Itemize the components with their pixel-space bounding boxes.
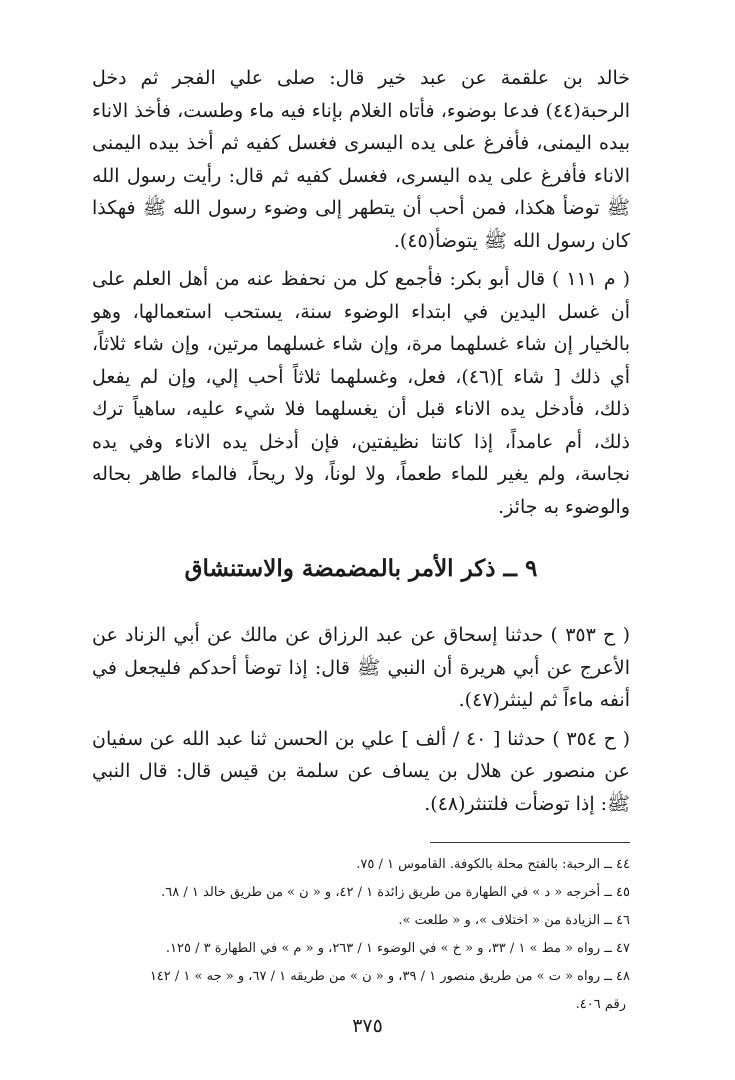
page-number: ٣٧٥ — [352, 1015, 383, 1037]
footnote-47: ٤٧ ــ رواه « مط » ١ / ٣٣، و « خ » في الوضوء ١ / ٢٦٣، و « م » في الطهارة ٣ / ١٢٥. — [165, 941, 630, 956]
page-content — [92, 62, 630, 1019]
hadith-354: ( ح ٣٥٤ ) حدثنا [ ٤٠ / ألف ] علي بن الحسن ثنا عبد الله عن سفيان عن منصور عن هلال بن يساف عن سلمة بن قيس قال: قال النبي ﷺ: إذا توضأت فلتنثر(٤٨). — [92, 727, 631, 815]
hadith-353: ( ح ٣٥٣ ) حدثنا إسحاق عن عبد الرزاق عن مالك عن أبي الزناد عن الأعرج عن أبي هريرة أن النبي ﷺ قال: إذا توضأ أحدكم فليجعل في أنفه ماءاً ثم لينثر(٤٧). — [92, 624, 630, 711]
footnote-45: ٤٥ ــ أخرجه « د » في الطهارة من طريق زائدة ١ / ٤٢، و « ن » من طريق خالد ١ / ٦٨. — [161, 885, 630, 900]
section-heading: ٩ ــ ذكر الأمر بالمضمضة والاستنشاق — [184, 555, 538, 582]
footnote-44: ٤٤ ــ الرحبة: بالفتح محلة بالكوفة. القاموس ١ / ٧٥. — [356, 857, 630, 872]
footnote-divider — [430, 842, 630, 843]
footnote-48: ٤٨ ــ رواه « ت » من طريق منصور ١ / ٣٩، و « ن » من طريقه ١ / ٦٧، و « جه » ١ / ١٤٢ — [149, 969, 630, 984]
body-paragraph-2: ( م ١١١ ) قال أبو بكر: فأجمع كل من نحفظ عنه من أهل العلم على أن غسل اليدين في ابتداء الوضوء سنة، يستحب استعمالها، وهو بالخيار إن شاء غسلهما مرة، وإن شاء غسلهما مرتين، وإن شاء ثلاثاً، أي ذلك [ شاء ](٤٦)، فعل، وغسلهما ثلاثاً أحب إلي، وإن لم يفعل ذلك، فأدخل يده الاناء قبل أن يغسلهما فلا شيء عليه، ساهياً ترك ذلك، أم عامداً، إذا كانتا نظيفتين، فإن أدخل يده الاناء وفي يده نجاسة، ولم يغير للماء طعماً، ولا لوناً، ولا ريحاً، فالماء طاهر بحاله والوضوء به جائز. — [92, 268, 630, 518]
footnote-48-continuation: رقم ٤٠٦. — [575, 997, 626, 1012]
footnote-46: ٤٦ ــ الزيادة من « اختلاف »، و « طلعت ». — [398, 913, 630, 928]
body-paragraph-1: خالد بن علقمة عن عبد خير قال: صلى علي الفجر ثم دخل الرحبة(٤٤) فدعا بوضوء، فأتاه الغلام بإناء فيه ماء وطست، فأخذ الاناء بيده اليمنى، فأفرغ على يده اليسرى فغسل كفيه ثم أخذ بيده اليمنى الاناء فأفرغ على يده اليسرى، فغسل كفيه ثم قال: رأيت رسول الله ﷺ توضأ هكذا، فمن أحب أن يتطهر إلى وضوء رسول الله ﷺ فهكذا كان رسول الله ﷺ يتوضأ(٤٥). — [92, 67, 630, 252]
footnotes — [92, 851, 630, 1019]
